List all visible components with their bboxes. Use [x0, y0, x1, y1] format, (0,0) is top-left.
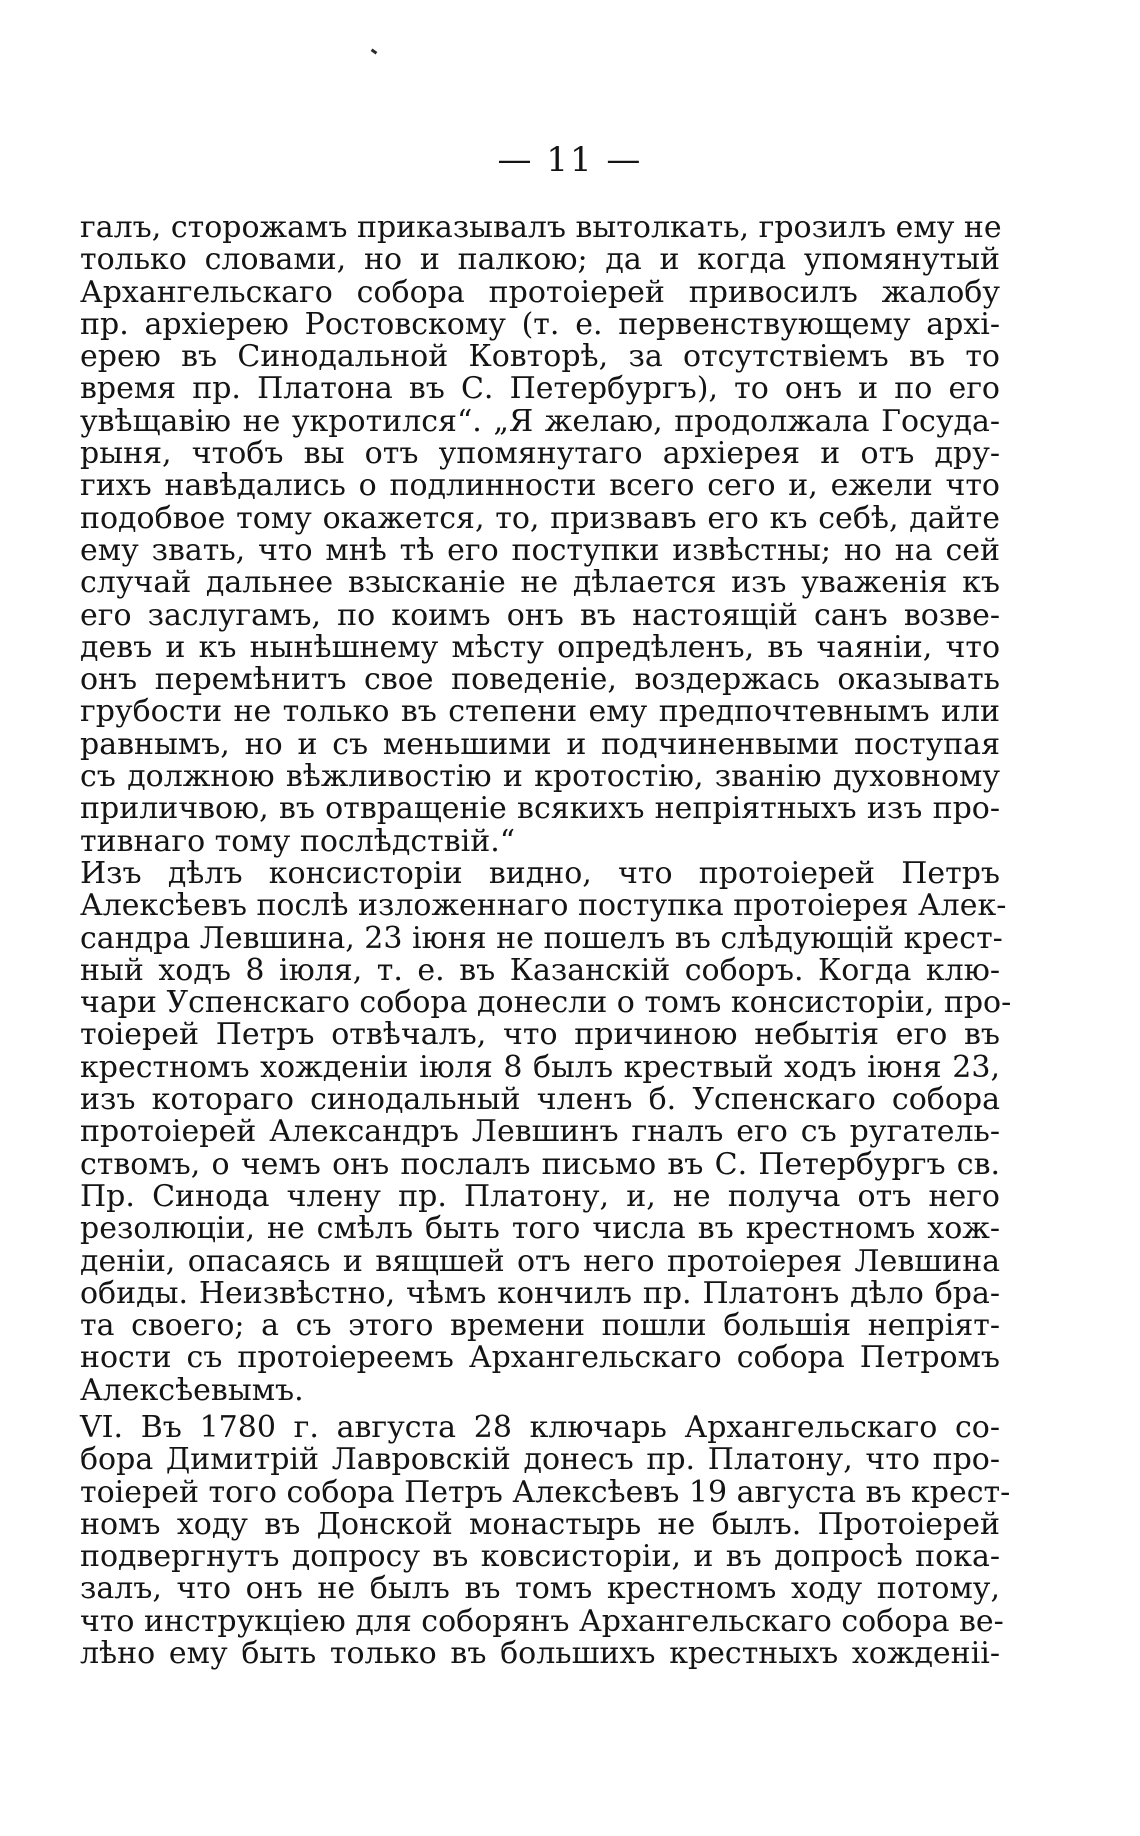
text-line: деніи, опасаясь и вящшей отъ него протоіерея Левшина — [80, 1243, 1000, 1279]
text-line: залъ, что онъ не былъ въ томъ крестномъ ходу потому, — [80, 1571, 1000, 1607]
text-line: ный ходъ 8 іюля, т. е. въ Казанскій соборъ. Когда клю- — [80, 952, 1000, 988]
paragraph-first-line: Изъ дѣлъ консисторіи видно, что протоіерей Петръ — [80, 855, 1000, 891]
text-line: крестномъ хожденіи іюля 8 былъ крествый ходъ іюня 23, — [80, 1049, 1000, 1085]
text-line: обиды. Неизвѣстно, чѣмъ кончилъ пр. Платонъ дѣло бра- — [80, 1275, 1000, 1311]
text-line: ствомъ, о чемъ онъ послалъ письмо въ С. Петербургъ св. — [80, 1146, 1000, 1182]
text-line: Алексѣевъ послѣ изложеннаго поступка протоіерея Алек- — [80, 888, 1007, 924]
text-line: онъ перемѣнитъ свое поведеніе, воздержась оказывать — [80, 662, 1000, 698]
text-line: рыня, чтобъ вы отъ упомянутаго архіерея и отъ дру- — [80, 436, 1000, 472]
text-line: только словами, но и палкою; да и когда упомянутый — [80, 242, 1000, 278]
text-line: девъ и къ нынѣшнему мѣсту опредѣленъ, въ чаяніи, что — [80, 629, 1000, 665]
text-line: Пр. Синода члену пр. Платону, и, не получа отъ него — [80, 1178, 1000, 1214]
text-line: равнымъ, но и съ меньшими и подчиненвыми поступая — [80, 726, 1000, 762]
section-vi-text-block — [80, 1410, 1011, 1672]
text-line: чари Успенскаго собора донесли о томъ консисторіи, про- — [80, 985, 1012, 1021]
text-line: случай дальнее взысканіе не дѣлается изъ уваженія къ — [80, 565, 1000, 601]
text-line: подобвое тому окажется, то, призвавъ его къ себѣ, дайте — [80, 500, 1000, 536]
main-text-block — [80, 210, 1012, 1408]
paragraph-end-line: тивнаго тому послѣдствій.“ — [80, 823, 516, 859]
text-line: бора Димитрій Лавровскій донесъ пр. Платону, что про- — [80, 1442, 1000, 1478]
page-number: — 11 — — [497, 140, 643, 180]
text-line: резолюціи, не смѣлъ быть того числа въ крестномъ хож- — [80, 1211, 1000, 1247]
text-line: увѣщавію не укротился“. „Я желаю, продолжала Госуда- — [80, 403, 1000, 439]
text-line: сандра Левшина, 23 іюня не пошелъ въ слѣдующій крест- — [80, 920, 1003, 956]
text-line: гихъ навѣдались о подлинности всего сего и, ежели что — [80, 468, 1000, 504]
text-line: протоіерей Александръ Левшинъ гналъ его съ ругатель- — [80, 1114, 1000, 1150]
text-line: время пр. Платона въ С. Петербургъ), то онъ и по его — [80, 371, 1000, 407]
text-line: пр. архіерею Ростовскому (т. е. первенствующему архі- — [80, 306, 1000, 342]
text-line: ему звать, что мнѣ тѣ его поступки извѣстны; но на сей — [80, 532, 1000, 568]
text-line: галъ, сторожамъ приказывалъ вытолкать, грозилъ ему не — [80, 210, 1002, 245]
text-line: съ должною вѣжливостію и кротостію, званію духовному — [80, 759, 1000, 795]
text-line: ерею въ Синодальной Ковторѣ, за отсутствіемъ въ то — [80, 339, 1000, 375]
print-speck — [371, 49, 378, 55]
section-heading-line: VI. Въ 1780 г. августа 28 ключарь Архангельскаго со- — [80, 1410, 1000, 1445]
text-line: номъ ходу въ Донской монастырь не былъ. Протоіерей — [80, 1506, 1000, 1542]
text-line: лѣно ему быть только въ большихъ крестныхъ хожденіі- — [80, 1636, 1000, 1672]
text-line: тоіерей того собора Петръ Алексѣевъ 19 августа въ крест- — [80, 1474, 1011, 1510]
text-line: Архангельскаго собора протоіерей привосилъ жалобу — [80, 274, 1000, 310]
text-line: его заслугамъ, по коимъ онъ въ настоящій санъ возве- — [80, 597, 1000, 633]
text-line: грубости не только въ степени ему предпочтевнымъ или — [80, 694, 1000, 730]
text-line: ности съ протоіереемъ Архангельскаго собора Петромъ — [80, 1340, 1000, 1376]
text-line: подвергнутъ допросу въ ковсисторіи, и въ допросѣ пока- — [80, 1539, 1000, 1575]
text-line: изъ котораго синодальный членъ б. Успенскаго собора — [80, 1082, 1000, 1118]
text-line: приличвою, въ отвращеніе всякихъ непріятныхъ изъ про- — [80, 791, 1000, 827]
text-line: та своего; а съ этого времени пошли большія непріят- — [80, 1308, 1000, 1344]
paragraph-end-line: Алексѣевымъ. — [80, 1372, 304, 1408]
text-line: что инструкціею для соборянъ Архангельскаго собора ве- — [80, 1603, 1004, 1639]
text-line: тоіерей Петръ отвѣчалъ, что причиною небытія его въ — [80, 1017, 1000, 1053]
